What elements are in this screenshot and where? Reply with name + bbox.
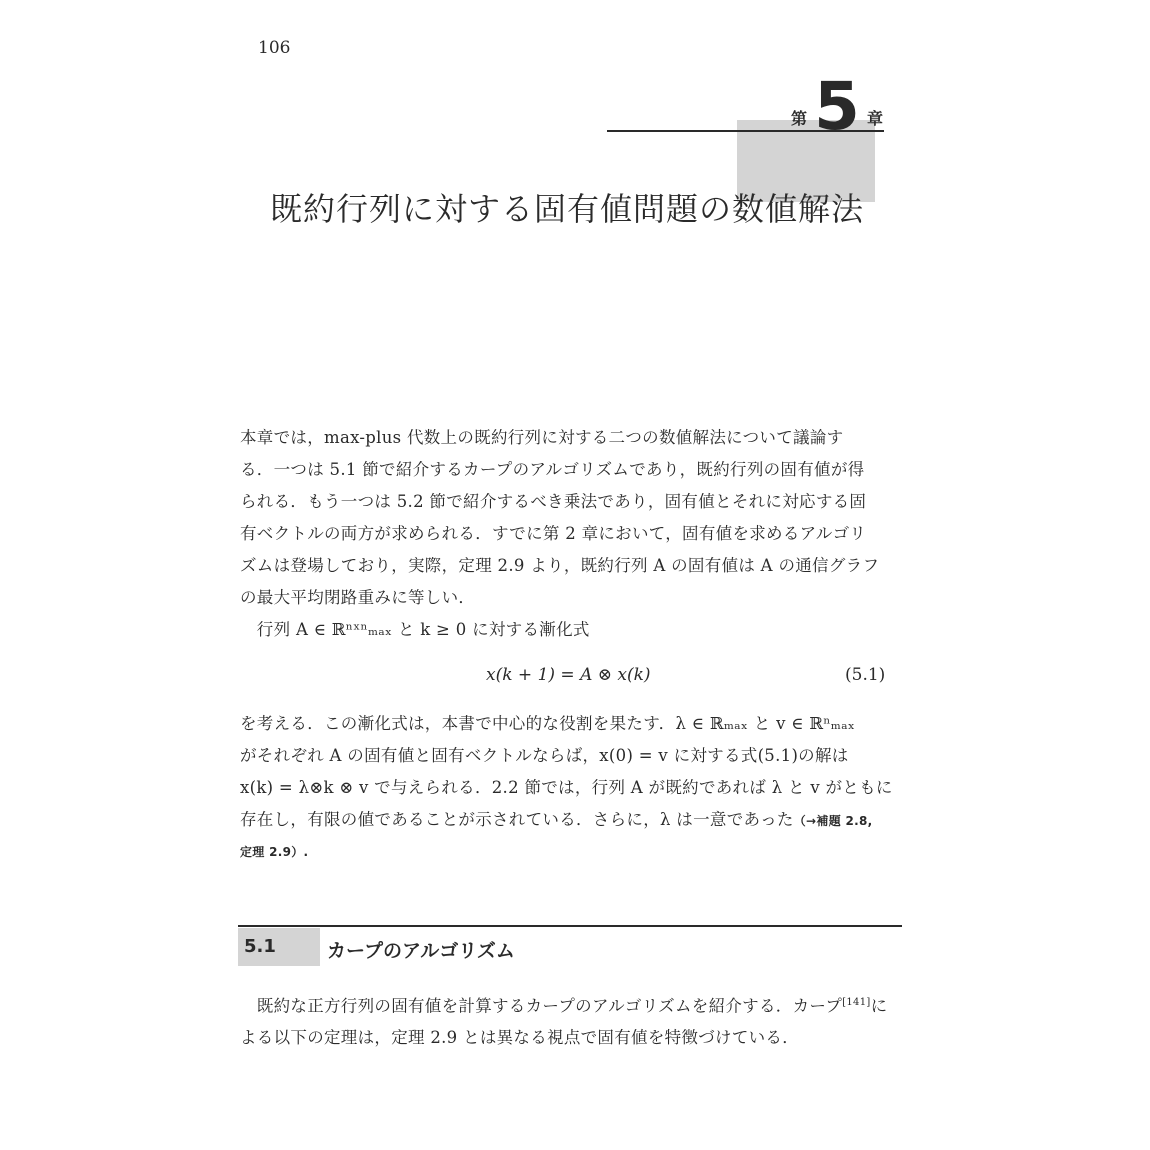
paragraph-line: を考える．この漸化式は，本書で中心的な役割を果たす．λ ∈ ℝₘₐₓ と v ∈ ℝⁿₘₐₓ [240, 714, 856, 733]
page-number: 106 [258, 38, 291, 58]
reference-note: 定理 2.9）. [240, 845, 309, 859]
paragraph-line [240, 998, 887, 1015]
paragraph-line: よる以下の定理は，定理 2.9 とは異なる視点で固有値を特徴づけている． [240, 1028, 800, 1047]
section-rule [238, 925, 902, 927]
paragraph-text: 存在し，有限の値であることが示されている．さらに，λ は一意であった [240, 810, 794, 829]
reference-note: （→補題 2.8, [793, 814, 873, 828]
paragraph-text: に [870, 996, 888, 1016]
chapter-suffix: 章 [867, 109, 884, 128]
equation-number: (5.1) [845, 665, 886, 685]
paragraph-line: 行列 A ∈ ℝⁿˣⁿₘₐₓ と k ≥ 0 に対する漸化式 [240, 620, 590, 639]
paragraph-line: ズムは登場しており，実際，定理 2.9 より，既約行列 A の固有値は A の通信グラフ [240, 556, 880, 575]
section-number: 5.1 [244, 936, 276, 957]
section-title: カープのアルゴリズム [327, 940, 515, 962]
paragraph-line: の最大平均閉路重みに等しい． [240, 588, 476, 607]
paragraph-line: られる．もう一つは 5.2 節で紹介するべき乗法であり，固有値とそれに対応する固 [240, 492, 867, 511]
equation: x(k + 1) = A ⊗ x(k) [486, 665, 651, 685]
paragraph-text: 既約な正方行列の固有値を計算するカープのアルゴリズムを紹介する．カープ [240, 996, 843, 1016]
paragraph-line [240, 812, 873, 829]
paragraph-line: る．一つは 5.1 節で紹介するカープのアルゴリズムであり，既約行列の固有値が得 [240, 460, 865, 479]
citation: [141] [842, 997, 871, 1008]
paragraph-line: 本章では，max-plus 代数上の既約行列に対する二つの数値解法について議論す [240, 428, 844, 447]
paragraph-line: がそれぞれ A の固有値と固有ベクトルならば，x(0) = v に対する式(5.1)の解は [240, 746, 849, 765]
paragraph-line: x(k) = λ⊗k ⊗ v で与えられる．2.2 節では，行列 A が既約であれば λ と v がともに [240, 778, 893, 797]
chapter-number: 5 [814, 68, 860, 145]
chapter-prefix: 第 [791, 109, 808, 128]
chapter-title: 既約行列に対する固有値問題の数値解法 [270, 190, 865, 228]
paragraph-line: 有ベクトルの両方が求められる．すでに第 2 章において，固有値を求めるアルゴリ [240, 524, 867, 543]
